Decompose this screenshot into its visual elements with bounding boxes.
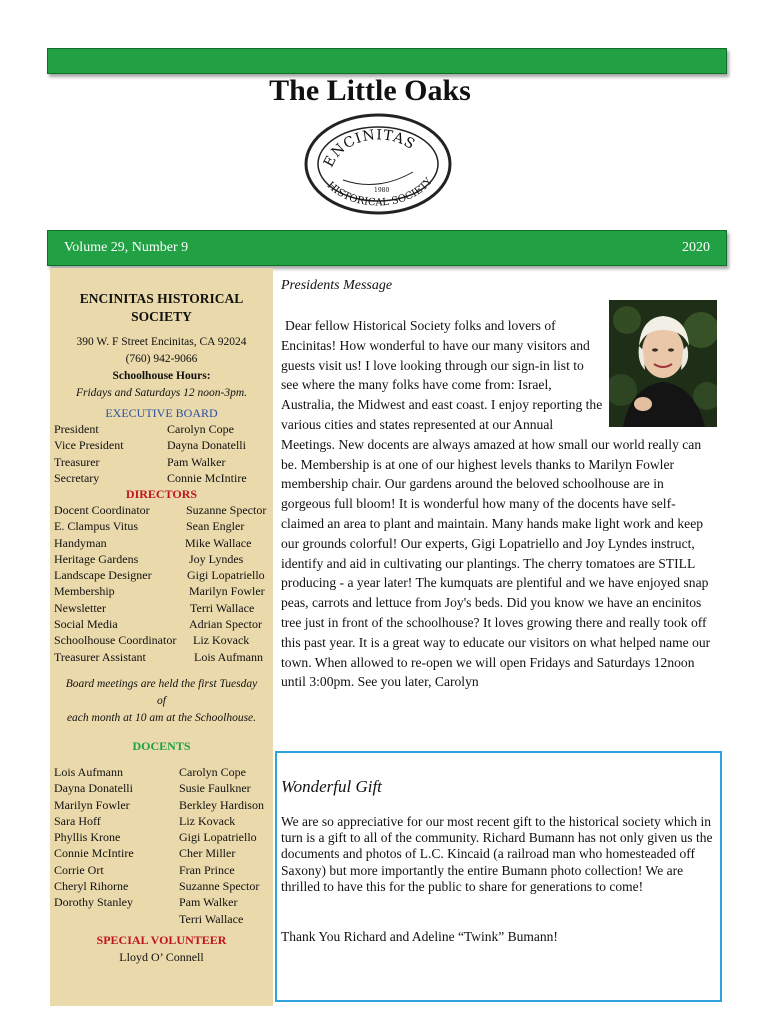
historical-society-seal [303, 112, 453, 216]
sidebar [50, 268, 273, 1006]
roster-row: Treasurer Assistant Lois Aufmann [54, 649, 263, 664]
roster-row: Handyman Mike Wallace [54, 535, 252, 550]
exec-board-heading: EXECUTIVE BOARD [105, 406, 218, 420]
roster-row: Schoolhouse Coordinator Liz Kovack [54, 633, 250, 648]
docent-name: Carolyn Cope [179, 765, 246, 779]
special-volunteer-name: Lloyd O’ Connell [119, 950, 204, 964]
hours: Fridays and Saturdays 12 noon-3pm. [75, 387, 248, 399]
newsletter-title: The Little Oaks [269, 74, 471, 107]
docent-name: Cher Miller [179, 846, 236, 861]
address: 390 W. F Street Encinitas, CA 92024 [76, 336, 247, 348]
hours-label: Schoolhouse Hours: [112, 370, 211, 382]
presidents-message-heading: Presidents Message [281, 278, 393, 293]
board-meeting-note: Board meetings are held the first Tuesday of each month at 10 am at the Schoolhouse. [65, 678, 258, 724]
directors-list [54, 502, 273, 665]
roster-row: Membership Marilyn Fowler [54, 584, 265, 599]
docent-name: Fran Prince [179, 862, 235, 877]
roster-row: Heritage Gardens Joy Lyndes [54, 551, 244, 566]
header-bar [47, 48, 727, 74]
docent-name: Susie Faulkner [179, 781, 251, 796]
docent-name: Cheryl Rihorne [54, 879, 129, 894]
directors-heading: DIRECTORS [125, 487, 198, 501]
docent-name: Terri Wallace [179, 911, 244, 926]
roster-row: Vice President Dayna Donatelli [54, 438, 246, 453]
docent-name: Dorothy Stanley [54, 895, 133, 910]
wonderful-gift-box [275, 751, 722, 1002]
docents-left-column [54, 764, 134, 911]
seal-bottom-text: HISTORICAL SOCIETY [324, 176, 435, 209]
roster-row: Docent Coordinator Suzanne Spector [54, 503, 267, 517]
roster-row: Secretary Connie McIntire [54, 470, 247, 485]
special-volunteer-heading: SPECIAL VOLUNTEER [96, 933, 227, 947]
seal-top-text: ENCINITAS [320, 127, 419, 170]
phone: (760) 942-9066 [125, 353, 198, 365]
gift-thanks: Thank You Richard and Adeline “Twink” Bumann! [281, 929, 558, 944]
docent-name: Connie McIntire [54, 846, 134, 861]
exec-board-list [54, 421, 273, 486]
volume-bar [47, 230, 727, 266]
docent-name: Berkley Hardison [179, 797, 264, 812]
seal-year: 1980 [374, 187, 390, 194]
docent-name: Suzanne Spector [179, 879, 260, 894]
docent-name: Sara Hoff [54, 813, 101, 828]
contact-info [50, 334, 273, 402]
roster-row: E. Clampus Vitus Sean Engler [54, 519, 245, 534]
docents-right-column [179, 764, 264, 927]
presidents-message-body: Dear fellow Historical Society folks and lovers of Encinitas! How wonderful to have our many visitors and guests visit us! I love looking through our sign-in list to see where the many folks have come from: Israel, Australia, the Midwest and east coast. I enjoy reporting the various cities and states represented at our Annual Meetings. New docents are always amazed at how small our world really can be. Membership is at one of our highest levels thanks to Marilyn Fowler membership chair. Our gardens around the beloved schoolhouse are in gorgeous full bloom! It is wonderful how many of the docents have self-claimed an area to plant and maintain. Many hands make light work and keep our grounds colorful! Our experts, Gigi Lopatriello and Joy Lyndes instruct, identify and aid in cultivating our plantings. The cherry tomatoes are STILL producing - a year later! The kumquats are plentiful and we have enjoyed snap peas, carrots and lettuce from Joy's beds. Did you know we have an encinitos tree just in front of the schoolhouse? It loves growing there and really took off this past year. It is a great way to educate our visitors on what helped name our town. When allowed to re-open we will open Fridays and Saturdays 12noon until 3:00pm. See you later, Carolyn [281, 318, 711, 690]
docent-name: Pam Walker [179, 895, 238, 910]
roster-row: Landscape Designer Gigi Lopatriello [54, 568, 265, 583]
org-name: ENCINITAS HISTORICAL SOCIETY [79, 291, 244, 324]
roster-row: Social Media Adrian Spector [54, 617, 262, 632]
roster-row: President Carolyn Cope [54, 422, 234, 436]
docent-name: Gigi Lopatriello [179, 830, 257, 845]
docent-name: Phyllis Krone [54, 830, 121, 845]
roster-row: Treasurer Pam Walker [54, 454, 226, 469]
volume-year: 2020 [682, 240, 710, 255]
docent-name: Corrie Ort [54, 862, 104, 877]
docent-name: Liz Kovack [179, 813, 236, 828]
volume-label: Volume 29, Number 9 [64, 240, 189, 255]
docent-name: Marilyn Fowler [54, 797, 130, 812]
roster-row: Newsletter Terri Wallace [54, 600, 255, 615]
docent-name: Dayna Donatelli [54, 781, 133, 796]
docents-heading: DOCENTS [132, 739, 191, 753]
gift-heading: Wonderful Gift [281, 777, 382, 796]
docent-name: Lois Aufmann [54, 765, 123, 779]
gift-body: We are so appreciative for our most recent gift to the historical society which in turn is a gift to all of the community. Richard Bumann has not only given us the documents and photos of L.C. Kincaid (a railroad man who homesteaded off Saxony) but more importantly the entire Bumann photo collection! We are thrilled to have this for the public to share for generations to come! [281, 814, 713, 894]
